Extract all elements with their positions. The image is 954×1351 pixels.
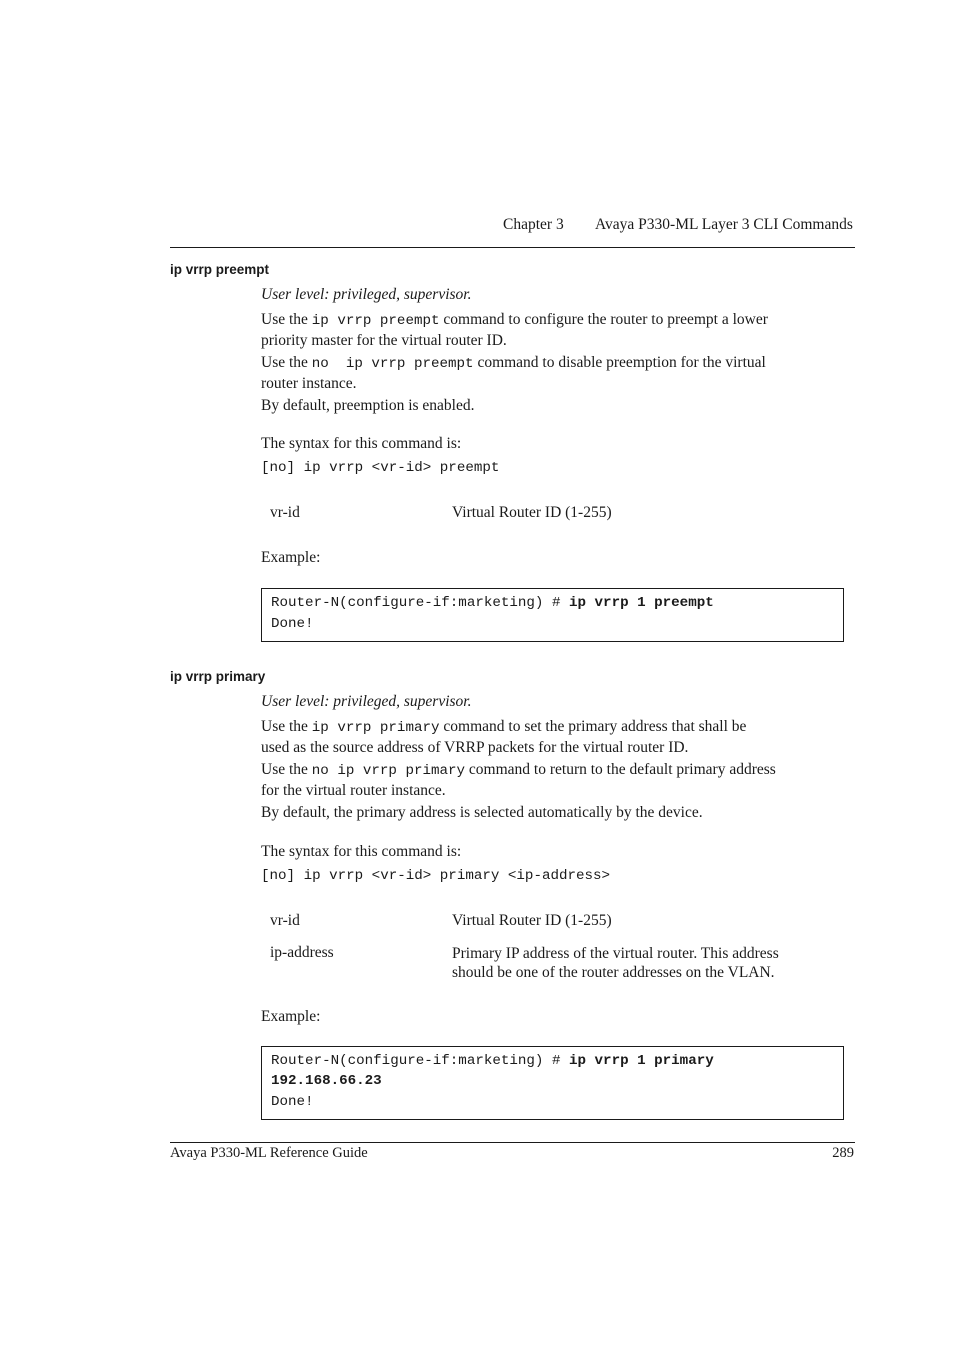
cli-command: ip vrrp 1 preempt [569, 595, 714, 611]
default-note: By default, the primary address is selected automatically by the device. [261, 804, 703, 821]
footer-guide-title: Avaya P330-ML Reference Guide [170, 1145, 368, 1161]
syntax-intro: The syntax for this command is: [261, 435, 462, 452]
param-name: vr-id [270, 912, 300, 929]
text: Use the [261, 354, 312, 371]
user-level-text: User level: privileged, supervisor. [261, 286, 472, 303]
paragraph-primary-usage [261, 717, 856, 757]
syntax-intro: The syntax for this command is: [261, 843, 462, 860]
text: used as the source address of VRRP packets for the virtual router ID. [261, 739, 689, 756]
text: should be one of the router addresses on the VLAN. [452, 964, 775, 981]
cli-command-continued: 192.168.66.23 [271, 1073, 382, 1089]
user-level-text: User level: privileged, supervisor. [261, 693, 472, 710]
example-label: Example: [261, 549, 321, 566]
cli-prompt: Router-N(configure-if:marketing) # [271, 595, 569, 611]
footer-rule [170, 1142, 855, 1143]
text: command to disable preemption for the virtual [473, 354, 766, 371]
text: command to configure the router to preempt a lower [439, 311, 768, 328]
code-example-box [261, 588, 844, 642]
inline-command: ip vrrp preempt [311, 313, 440, 329]
section-heading-preempt: ip vrrp preempt [170, 262, 270, 277]
section-heading-primary: ip vrrp primary [170, 669, 266, 684]
inline-command: no ip vrrp primary [311, 763, 466, 779]
text: router instance. [261, 375, 357, 392]
param-name: ip-address [270, 944, 334, 961]
header-chapter: Chapter 3 [503, 216, 564, 233]
header-rule [170, 247, 855, 248]
text: Primary IP address of the virtual router. This address [452, 945, 779, 962]
text: for the virtual router instance. [261, 782, 446, 799]
text: Use the [261, 718, 312, 735]
code-line [271, 595, 714, 611]
inline-command: no ip vrrp preempt [311, 356, 474, 372]
paragraph-preempt-usage [261, 310, 856, 350]
example-label: Example: [261, 1008, 321, 1025]
paragraph-no-primary-usage [261, 760, 856, 800]
cli-prompt: Router-N(configure-if:marketing) # [271, 1053, 569, 1069]
code-line [271, 1053, 714, 1069]
text: command to return to the default primary address [465, 761, 776, 778]
header-title: Avaya P330-ML Layer 3 CLI Commands [595, 216, 853, 233]
syntax-line: [no] ip vrrp <vr-id> primary <ip-address> [261, 868, 611, 884]
text: command to set the primary address that shall be [439, 718, 747, 735]
page-number: 289 [832, 1145, 854, 1161]
text: Use the [261, 761, 312, 778]
paragraph-no-preempt-usage [261, 353, 856, 393]
param-description: Virtual Router ID (1-255) [452, 504, 612, 521]
text: priority master for the virtual router ID. [261, 332, 507, 349]
default-note: By default, preemption is enabled. [261, 397, 475, 414]
param-name: vr-id [270, 504, 300, 521]
code-example-box [261, 1046, 844, 1120]
inline-command: ip vrrp primary [311, 720, 440, 736]
text: Use the [261, 311, 312, 328]
param-description: Virtual Router ID (1-255) [452, 912, 612, 929]
cli-command: ip vrrp 1 primary [569, 1053, 714, 1069]
cli-output: Done! [271, 616, 314, 632]
syntax-line: [no] ip vrrp <vr-id> preempt [261, 460, 500, 476]
cli-output: Done! [271, 1094, 314, 1110]
param-description [452, 944, 779, 982]
